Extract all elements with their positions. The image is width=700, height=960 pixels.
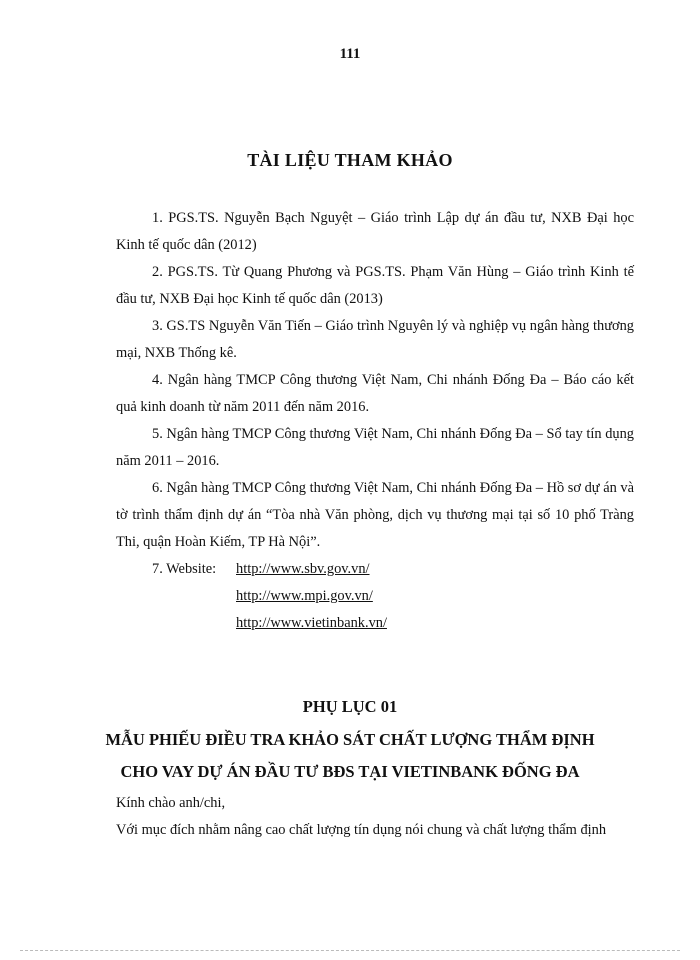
appendix-title: PHỤ LỤC 01 <box>302 697 398 716</box>
reference-item: 6. Ngân hàng TMCP Công thương Việt Nam, Chi nhánh Đống Đa – Hồ sơ dự án và tờ trình thẩm định dự án “Tòa nhà Văn phòng, dịch vụ thương mại tại số 10 phố Tràng Thi, quận Hoàn Kiếm, TP Hà Nội”. <box>116 480 634 550</box>
appendix-heading-line-2: CHO VAY DỰ ÁN ĐẦU TƯ BĐS TẠI VIETINBANK ĐỐNG ĐA <box>120 762 580 781</box>
reference-item: 3. GS.TS Nguyễn Văn Tiến – Giáo trình Nguyên lý và nghiệp vụ ngân hàng thương mại, NXB Thống kê. <box>116 318 634 361</box>
appendix-heading-line-1: MẪU PHIẾU ĐIỀU TRA KHẢO SÁT CHẤT LƯỢNG THẨM ĐỊNH <box>105 730 595 749</box>
references-title: TÀI LIỆU THAM KHẢO <box>247 150 453 170</box>
website-label: 7. Website: <box>152 561 217 577</box>
page-divider <box>20 950 680 951</box>
survey-greeting: Kính chào anh/chi, <box>116 795 226 811</box>
website-reference-row <box>152 610 634 637</box>
reference-item: 4. Ngân hàng TMCP Công thương Việt Nam, Chi nhánh Đống Đa – Báo cáo kết quả kinh doanh từ năm 2011 đến năm 2016. <box>116 372 634 415</box>
survey-intro: Với mục đích nhằm nâng cao chất lượng tín dụng nói chung và chất lượng thẩm định <box>116 822 607 838</box>
website-link-vietinbank[interactable]: http://www.vietinbank.vn/ <box>236 615 387 631</box>
reference-item: 2. PGS.TS. Từ Quang Phương và PGS.TS. Phạm Văn Hùng – Giáo trình Kinh tế đầu tư, NXB Đại học Kinh tế quốc dân (2013) <box>116 264 634 307</box>
website-link-sbv[interactable]: http://www.sbv.gov.vn/ <box>236 561 370 577</box>
website-reference <box>152 556 634 583</box>
page-number: 111 <box>339 46 361 62</box>
reference-item: 1. PGS.TS. Nguyễn Bạch Nguyệt – Giáo trình Lập dự án đầu tư, NXB Đại học Kinh tế quốc dân (2012) <box>116 210 634 253</box>
references-list <box>116 205 634 637</box>
website-reference-row <box>152 583 634 610</box>
website-link-mpi[interactable]: http://www.mpi.gov.vn/ <box>236 588 373 604</box>
reference-item: 5. Ngân hàng TMCP Công thương Việt Nam, Chi nhánh Đống Đa – Sổ tay tín dụng năm 2011 – 2016. <box>116 426 634 469</box>
